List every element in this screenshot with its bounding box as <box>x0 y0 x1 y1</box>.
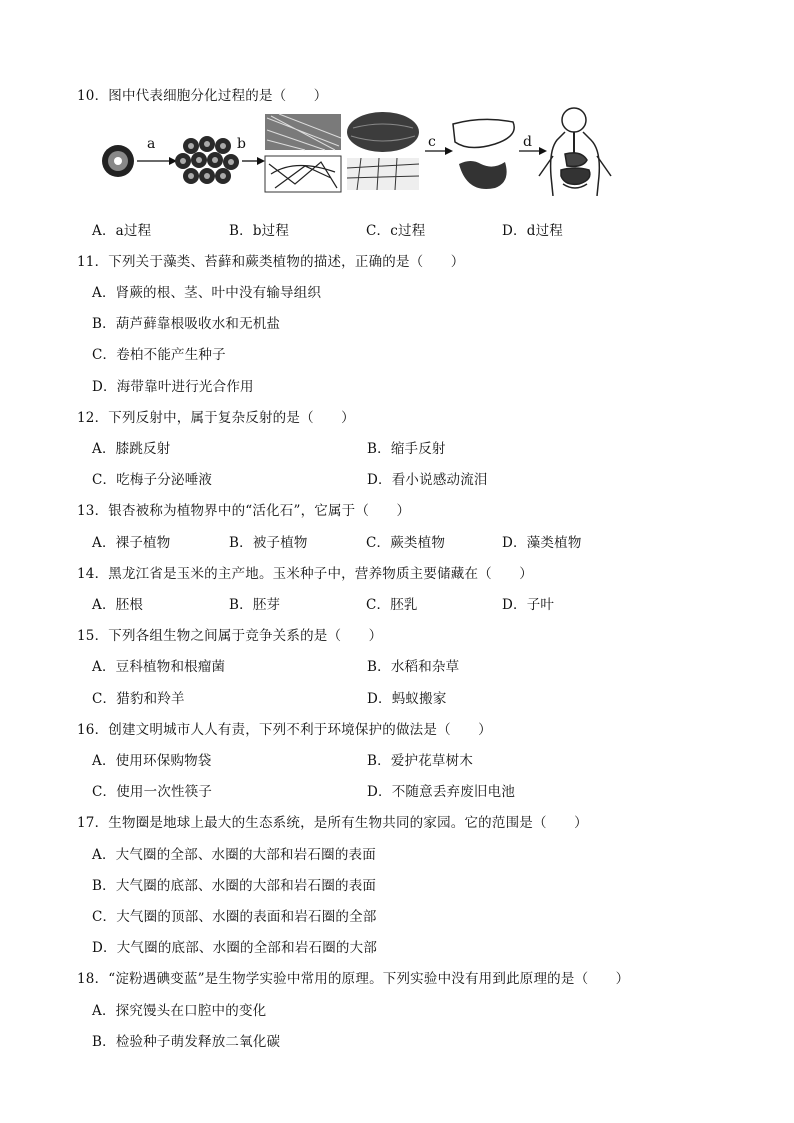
question-18-stem: 18．“淀粉遇碘变蓝”是生物学实验中常用的原理。下列实验中没有用到此原理的是（ ） <box>77 971 630 987</box>
question-13-stem: 13．银杏被称为植物界中的“活化石”，它属于（ ） <box>77 503 411 519</box>
question-10-stem: 10．图中代表细胞分化过程的是（ ） <box>77 88 328 104</box>
option-18-b[interactable]: B．检验种子萌发释放二氧化碳 <box>92 1034 281 1050</box>
option-13-d[interactable]: D．藻类植物 <box>502 535 582 551</box>
option-15-d[interactable]: D．蚂蚁搬家 <box>367 691 447 707</box>
option-12-d[interactable]: D．看小说感动流泪 <box>367 472 488 488</box>
question-14-stem: 14．黑龙江省是玉米的主产地。玉米种子中，营养物质主要储藏在（ ） <box>77 566 533 582</box>
option-10-a[interactable]: A．a过程 <box>92 223 152 239</box>
tissue-images-icon <box>265 112 419 192</box>
option-11-d[interactable]: D．海带靠叶进行光合作用 <box>92 379 254 395</box>
option-13-b[interactable]: B．被子植物 <box>229 535 308 551</box>
option-10-b[interactable]: B．b过程 <box>229 223 290 239</box>
option-17-a[interactable]: A．大气圈的全部、水圈的大部和岩石圈的表面 <box>92 847 376 863</box>
option-18-a[interactable]: A．探究馒头在口腔中的变化 <box>92 1003 267 1019</box>
question-11-stem: 11．下列关于藻类、苔藓和蕨类植物的描述，正确的是（ ） <box>77 254 465 270</box>
digestive-system-icon <box>539 108 611 196</box>
organs-icon <box>453 119 514 189</box>
option-15-b[interactable]: B．水稻和杂草 <box>367 659 460 675</box>
option-14-d[interactable]: D．子叶 <box>502 597 555 613</box>
option-11-a[interactable]: A．肾蕨的根、茎、叶中没有输导组织 <box>92 285 322 301</box>
single-cell-icon <box>102 145 134 177</box>
option-12-b[interactable]: B．缩手反射 <box>367 441 446 457</box>
question-17-stem: 17．生物圈是地球上最大的生态系统，是所有生物共同的家园。它的范围是（ ） <box>77 815 588 831</box>
option-17-d[interactable]: D．大气圈的底部、水圈的全部和岩石圈的大部 <box>92 940 378 956</box>
option-12-c[interactable]: C．吃梅子分泌唾液 <box>92 472 213 488</box>
option-14-b[interactable]: B．胚芽 <box>229 597 281 613</box>
question-16-stem: 16．创建文明城市人人有责，下列不利于环境保护的做法是（ ） <box>77 722 492 738</box>
label-a: a <box>147 136 156 152</box>
label-d: d <box>523 134 532 150</box>
question-15-stem: 15．下列各组生物之间属于竞争关系的是（ ） <box>77 628 383 644</box>
option-15-a[interactable]: A．豆科植物和根瘤菌 <box>92 659 226 675</box>
option-17-b[interactable]: B．大气圈的底部、水圈的大部和岩石圈的表面 <box>92 878 377 894</box>
option-14-c[interactable]: C．胚乳 <box>366 597 418 613</box>
option-17-c[interactable]: C．大气圈的顶部、水圈的表面和岩石圈的全部 <box>92 909 377 925</box>
option-13-c[interactable]: C．蕨类植物 <box>366 535 446 551</box>
option-11-b[interactable]: B．葫芦藓靠根吸收水和无机盐 <box>92 316 281 332</box>
option-13-a[interactable]: A．裸子植物 <box>92 535 171 551</box>
option-10-c[interactable]: C．c过程 <box>366 223 426 239</box>
label-c: c <box>428 134 436 150</box>
label-b: b <box>237 136 246 152</box>
option-16-c[interactable]: C．使用一次性筷子 <box>92 784 213 800</box>
cell-differentiation-figure <box>95 106 635 196</box>
option-11-c[interactable]: C．卷柏不能产生种子 <box>92 347 226 363</box>
option-15-c[interactable]: C．猎豹和羚羊 <box>92 691 185 707</box>
option-14-a[interactable]: A．胚根 <box>92 597 144 613</box>
option-12-a[interactable]: A．膝跳反射 <box>92 441 171 457</box>
option-16-a[interactable]: A．使用环保购物袋 <box>92 753 212 769</box>
option-16-b[interactable]: B．爱护花草树木 <box>367 753 474 769</box>
option-16-d[interactable]: D．不随意丢弃废旧电池 <box>367 784 516 800</box>
option-10-d[interactable]: D．d过程 <box>502 223 563 239</box>
question-12-stem: 12．下列反射中，属于复杂反射的是（ ） <box>77 410 355 426</box>
